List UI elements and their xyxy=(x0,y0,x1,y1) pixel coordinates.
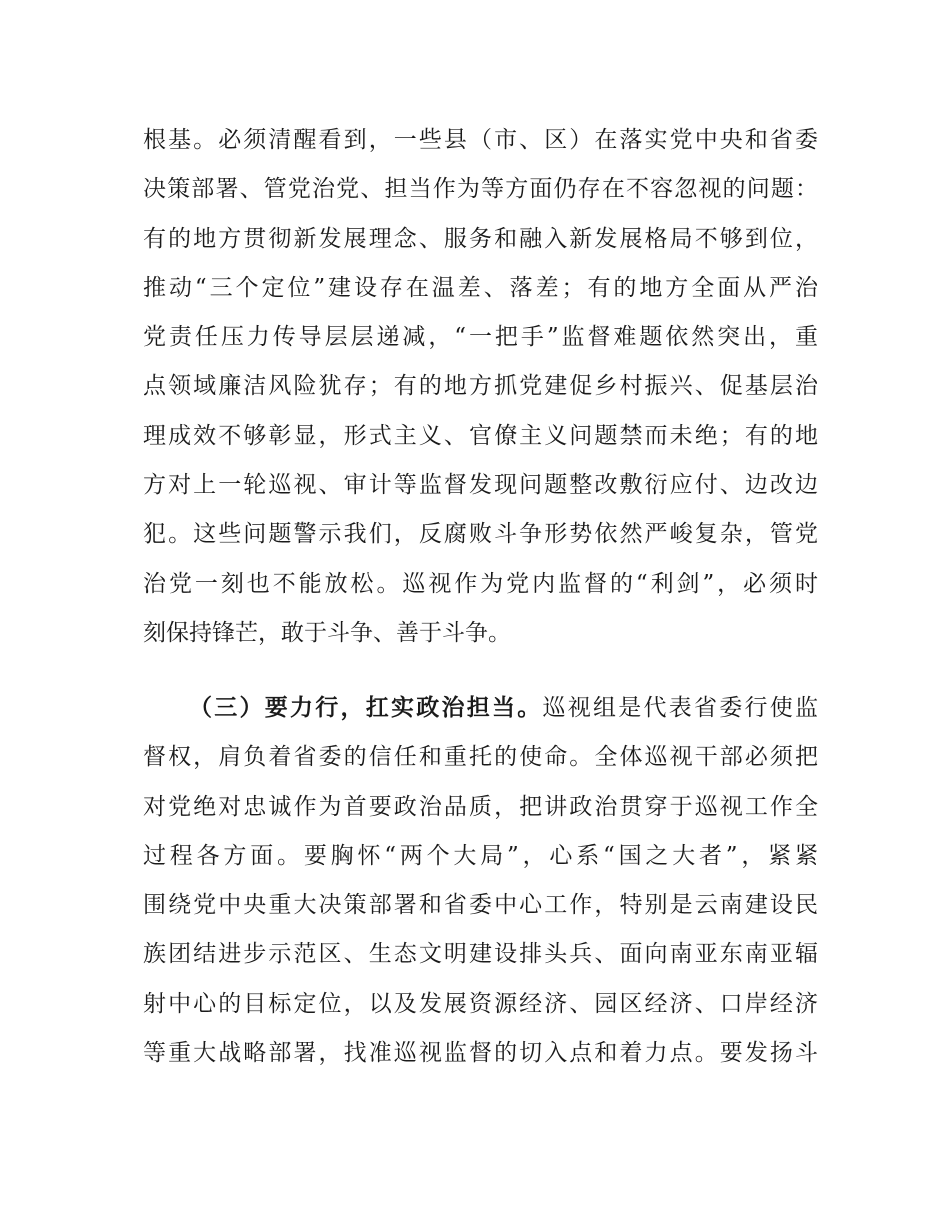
paragraph-1-line: 理成效不够彰显，形式主义、官僚主义问题禁而未绝；有的地 xyxy=(143,422,818,449)
paragraph-1-line: 党责任压力传导层层递减，“一把手”监督难题依然突出，重 xyxy=(143,324,818,351)
paragraph-1-line: 刻保持锋芒，敢于斗争、善于斗争。 xyxy=(143,619,511,646)
paragraph-1-line: 有的地方贯彻新发展理念、服务和融入新发展格局不够到位， xyxy=(143,225,818,252)
section-heading: （三）要力行，扛实政治担当。 xyxy=(189,695,543,721)
paragraph-1-line: 犯。这些问题警示我们，反腐败斗争形势依然严峻复杂，管党 xyxy=(143,521,818,548)
paragraph-2-line: 等重大战略部署，找准巡视监督的切入点和着力点。要发扬斗 xyxy=(143,1040,818,1067)
paragraph-1-line: 推动“三个定位”建设存在温差、落差；有的地方全面从严治 xyxy=(143,274,818,301)
paragraph-1-line: 治党一刻也不能放松。巡视作为党内监督的“利剑”，必须时 xyxy=(143,570,818,597)
paragraph-1 xyxy=(143,116,818,658)
paragraph-1-line: 决策部署、管党治党、担当作为等方面仍存在不容忽视的问题： xyxy=(143,176,818,203)
paragraph-1-line: 点领域廉洁风险犹存；有的地方抓党建促乡村振兴、促基层治 xyxy=(143,373,818,400)
paragraph-2-first-line xyxy=(143,684,818,733)
paragraph-2-line: 射中心的目标定位，以及发展资源经济、园区经济、口岸经济 xyxy=(143,990,818,1017)
paragraph-1-line: 根基。必须清醒看到，一些县（市、区）在落实党中央和省委 xyxy=(143,127,818,153)
paragraph-2-first-line-text: 巡视组是代表省委行使监 xyxy=(542,695,818,721)
paragraph-2-line: 对党绝对忠诚作为首要政治品质，把讲政治贯穿于巡视工作全 xyxy=(143,793,818,820)
paragraph-2-line: 督权，肩负着省委的信任和重托的使命。全体巡视干部必须把 xyxy=(143,744,818,771)
paragraph-1-line: 方对上一轮巡视、审计等监督发现问题整改敷衍应付、边改边 xyxy=(143,472,818,499)
paragraph-2-line: 过程各方面。要胸怀“两个大局”，心系“国之大者”，紧紧 xyxy=(143,842,818,869)
paragraph-2-line: 族团结进步示范区、生态文明建设排头兵、面向南亚东南亚辐 xyxy=(143,941,818,968)
paragraph-2-line: 围绕党中央重大决策部署和省委中心工作，特别是云南建设民 xyxy=(143,892,818,919)
paragraph-2 xyxy=(143,684,818,1078)
